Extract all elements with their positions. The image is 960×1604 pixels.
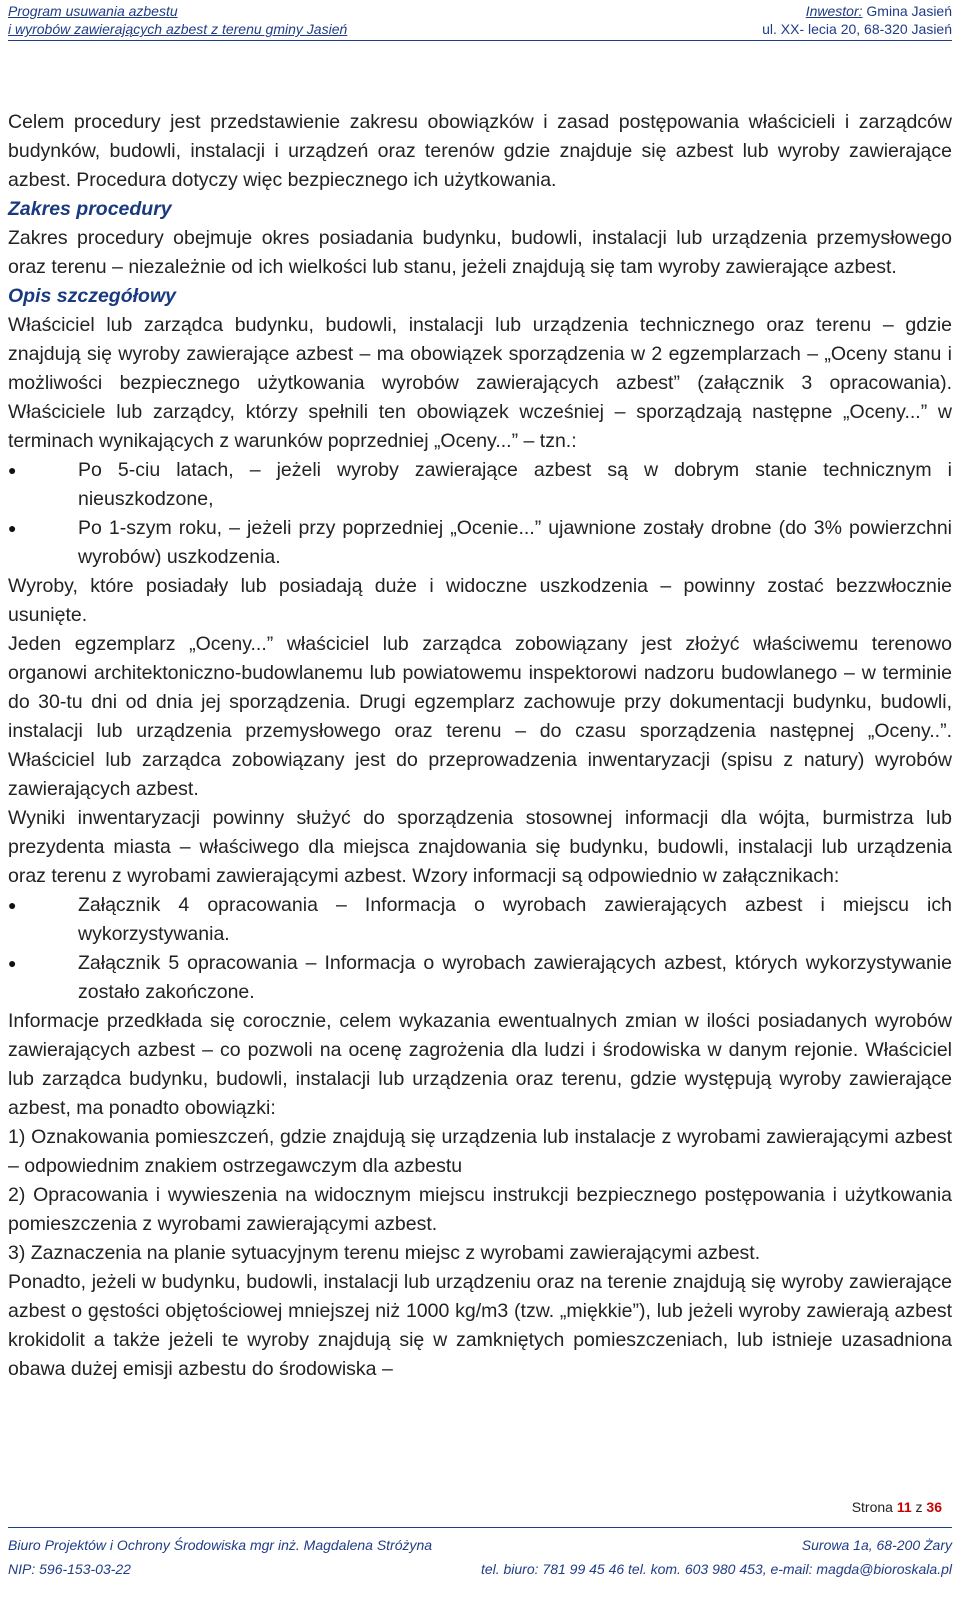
scope-paragraph: Zakres procedury obejmuje okres posiadania budynku, budowli, instalacji lub urządzenia przemysłowego oraz terenu – niezależnie od ich wielkości lub stanu, jeżeli znajdują się tam wyroby zawierające azbest. — [8, 227, 952, 278]
header-program-title: Program usuwania azbestu — [8, 3, 178, 19]
page-footer — [8, 1533, 952, 1581]
document-body — [8, 108, 952, 1384]
detail-paragraph: Właściciel lub zarządca budynku, budowli, instalacji lub urządzenia technicznego oraz terenu – gdzie znajdują się wyroby zawierające azbest – ma obowiązek sporządzenia w 2 egzemplarzach – „Oceny stanu i możliwości bezpiecznego użytkowania wyrobów zawierających azbest” (załącznik 3 opracowania). Właściciele lub zarządcy, którzy spełnili ten obowiązek wcześniej – sporządzają następne „Oceny...” w terminach wynikających z warunków poprzedniej „Oceny...” – tzn.: — [8, 314, 952, 452]
duty-item: 3) Zaznaczenia na planie sytuacyjnym terenu miejsc z wyrobami zawierającymi azbest. — [8, 1242, 761, 1264]
duty-item: 1) Oznakowania pomieszczeń, gdzie znajdują się urządzenia lub instalacje z wyrobami zawierającymi azbest – odpowiednim znakiem ostrzegawczym dla azbestu — [8, 1126, 952, 1177]
assessment-interval-list — [8, 456, 952, 572]
damaged-products-paragraph: Wyroby, które posiadały lub posiadają duże i widoczne uszkodzenia – powinny zostać bezzwłocznie usunięte. — [8, 575, 952, 626]
footer-divider — [8, 1527, 952, 1528]
header-program-subtitle: i wyrobów zawierających azbest z terenu gminy Jasień — [8, 21, 348, 37]
header-left — [8, 2, 347, 38]
page-number-prefix: Strona — [851, 1499, 893, 1515]
list-item: ● Załącznik 4 opracowania – Informacja o wyrobach zawierających azbest i miejscu ich wykorzystywania. — [8, 891, 952, 949]
header-investor-label: Inwestor: — [805, 3, 863, 19]
assessment-copy-paragraph: Jeden egzemplarz „Oceny...” właściciel lub zarządca zobowiązany jest złożyć właściwemu terenowo organowi architektoniczno-budowlanemu lub powiatowemu inspektorowi nadzoru budowlanego – w terminie do 30-tu dni od dnia jej sporządzenia. Drugi egzemplarz zachowuje przy dokumentacji budynku, budowli, instalacji lub urządzenia przemysłowego oraz terenu – do czasu sporządzenia następnej „Oceny..”. Właściciel lub zarządca zobowiązany jest do przeprowadzenia inwentaryzacji (spisu z natury) wyrobów zawierających azbest. — [8, 633, 952, 800]
section-heading-scope: Zakres procedury — [8, 198, 172, 220]
intro-paragraph: Celem procedury jest przedstawienie zakresu obowiązków i zasad postępowania właścicieli i zarządców budynków, budowli, instalacji i urządzeń oraz terenów gdzie znajduje się azbest lub wyroby zawierające azbest. Procedura dotyczy więc bezpiecznego ich użytkowania. — [8, 111, 952, 191]
header-right — [762, 2, 952, 38]
footer-row — [8, 1533, 952, 1557]
header-address: ul. XX- lecia 20, 68-320 Jasień — [762, 21, 952, 37]
page-number-separator: z — [915, 1499, 923, 1515]
list-item: ● Po 1-szym roku, – jeżeli przy poprzedniej „Ocenie...” ujawnione zostały drobne (do 3% powierzchni wyrobów) uszkodzenia. — [8, 514, 952, 572]
duty-item: 2) Opracowania i wywieszenia na widocznym miejscu instrukcji bezpiecznego postępowania i użytkowania pomieszczenia z wyrobami zawierającymi azbest. — [8, 1184, 952, 1235]
footer-address: Surowa 1a, 68-200 Żary — [801, 1537, 952, 1553]
page-number-total: 36 — [926, 1499, 942, 1515]
closing-paragraph: Ponadto, jeżeli w budynku, budowli, instalacji lub urządzeniu oraz na terenie znajdują się wyroby zawierające azbest o gęstości objętościowej mniejszej niż 1000 kg/m3 (tzw. „miękkie”), lub jeżeli wyroby zawierają azbest krokidolit a także jeżeli te wyroby znajdują się w zamkniętych pomieszczeniach, lub istnieje uzasadniona obawa dużej emisji azbestu do środowiska – — [8, 1271, 952, 1380]
annual-report-paragraph: Informacje przedkłada się corocznie, celem wykazania ewentualnych zmian w ilości posiadanych wyrobów zawierających azbest – co pozwoli na ocenę zagrożenia dla ludzi i środowiska w danym rejonie. Właściciel lub zarządca budynku, budowli, instalacji lub urządzenia oraz terenu, gdzie występują wyroby zawierające azbest, ma ponadto obowiązki: — [8, 1010, 952, 1119]
inventory-results-paragraph: Wyniki inwentaryzacji powinny służyć do sporządzenia stosownej informacji dla wójta, burmistrza lub prezydenta miasta – właściwego dla miejsca znajdowania się budynku, budowli, instalacji lub urządzenia oraz terenu z wyrobami zawierającymi azbest. Wzory informacji są odpowiednio w załącznikach: — [8, 807, 952, 887]
list-item: ● Załącznik 5 opracowania – Informacja o wyrobach zawierających azbest, których wykorzystywanie zostało zakończone. — [8, 949, 952, 1007]
footer-nip: NIP: 596-153-03-22 — [8, 1561, 131, 1577]
header-divider — [8, 40, 952, 41]
page-number — [852, 1499, 942, 1515]
header-investor — [762, 2, 952, 20]
attachments-list — [8, 891, 952, 1007]
header-investor-name: Gmina Jasień — [866, 3, 952, 19]
page-number-current: 11 — [896, 1499, 912, 1515]
page-header — [8, 0, 952, 42]
footer-row — [8, 1557, 952, 1581]
footer-contact: tel. biuro: 781 99 45 46 tel. kom. 603 980 453, e-mail: magda@bioroskala.pl — [480, 1561, 952, 1577]
list-item: ● Po 5-ciu latach, – jeżeli wyroby zawierające azbest są w dobrym stanie technicznym i nieuszkodzone, — [8, 456, 952, 514]
section-heading-detail: Opis szczegółowy — [8, 285, 176, 307]
footer-company: Biuro Projektów i Ochrony Środowiska mgr inż. Magdalena Stróżyna — [8, 1537, 433, 1553]
